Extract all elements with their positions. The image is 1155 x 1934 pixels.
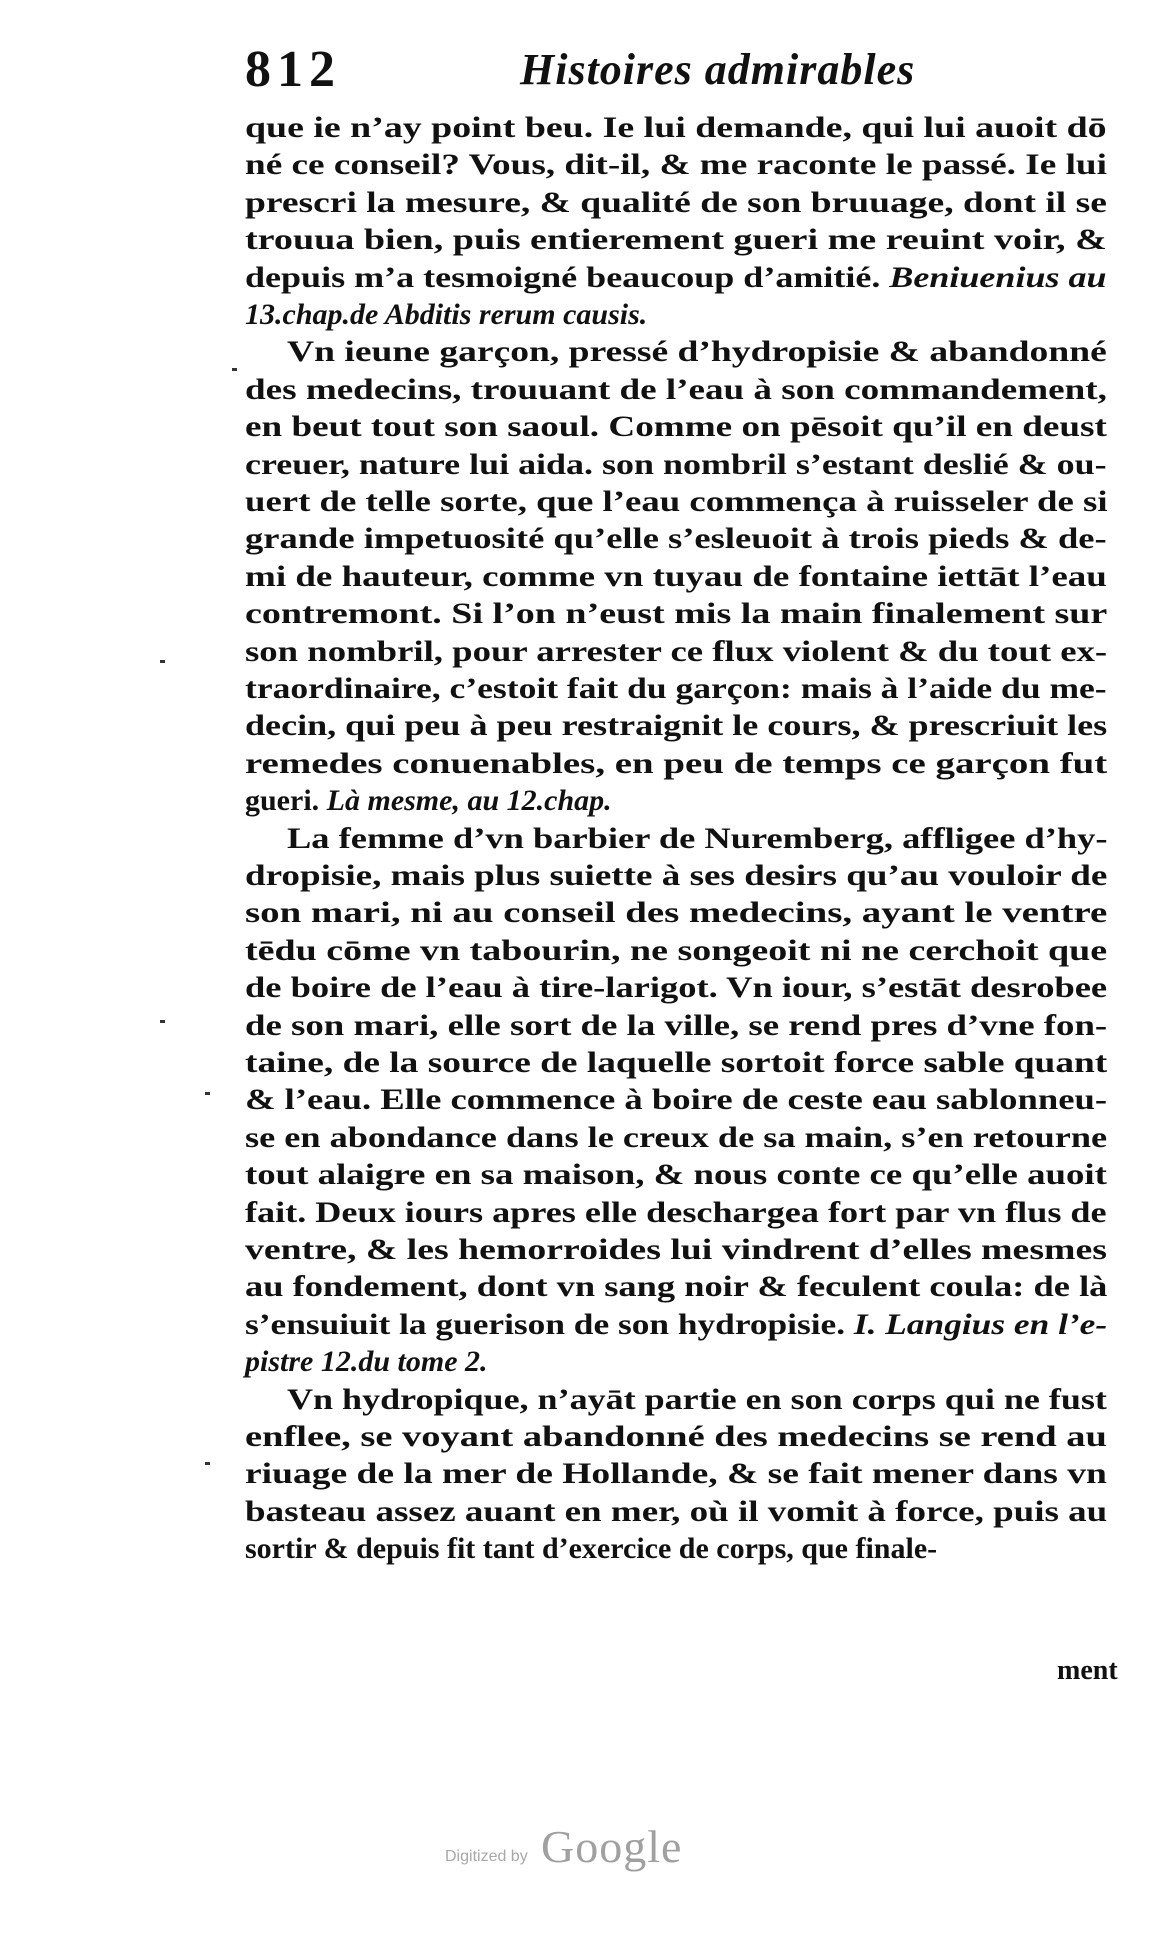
google-logo: Google	[541, 1821, 683, 1872]
text-line: des medecins, trouuant de l’eau à son commandement,	[245, 372, 1107, 406]
text-line: traordinaire, c’estoit fait du garçon: mais à l’aide du me-	[245, 672, 1107, 705]
text-line: trouua bien, puis entierement gueri me reuint voir, &	[245, 223, 1107, 257]
text-line: né ce conseil? Vous, dit-il, & me raconte le passé. Ie lui	[245, 148, 1107, 182]
text-line: au fondement, dont vn sang noir & feculent coula: de là	[245, 1270, 1108, 1304]
text-line: dropisie, mais plus suiette à ses desirs qu’au vouloir de	[245, 859, 1108, 892]
text-line: ventre, & les hemorroides lui vindrent d’elles mesmes	[245, 1233, 1107, 1266]
text-line: que ie n’ay point beu. Ie lui demande, qui lui auoit dō	[245, 111, 1107, 144]
text-line: Vn hydropique, n’ayāt partie en son corps qui ne fust	[287, 1382, 1107, 1416]
text-line: grande impetuosité qu’elle s’esleuoit à trois pieds & de-	[245, 522, 1107, 556]
text-line: 13.chap.de Abditis rerum causis.	[245, 298, 648, 331]
text-line: remedes conuenables, en peu de temps ce garçon fut	[245, 746, 1108, 780]
text-line: tēdu cōme vn tabourin, ne songeoit ni ne cerchoit que	[245, 933, 1108, 967]
text-line: riuage de la mer de Hollande, & se fait mener dans vn	[245, 1457, 1107, 1491]
margin-mark	[205, 1092, 210, 1095]
text-line: uert de telle sorte, que l’eau commença à ruisseler de si	[245, 485, 1108, 518]
text-line: Vn ieune garçon, pressé d’hydropisie & abandonné	[287, 335, 1107, 369]
text-line: sortir & depuis fit tant d’exercice de corps, que finale-	[245, 1532, 938, 1566]
text-line: gueri. Là mesme, au 12.chap.	[245, 784, 612, 818]
text-line: pistre 12.du tome 2.	[245, 1345, 488, 1379]
running-title: Histoires admirables	[520, 45, 916, 94]
text-line: tout alaigre en sa maison, & nous conte ce qu’elle auoit	[245, 1158, 1107, 1192]
text-line: La femme d’vn barbier de Nuremberg, affligee d’hy-	[287, 821, 1108, 855]
running-head	[245, 40, 935, 100]
text-line: basteau assez auant en mer, où il vomit à force, puis au	[245, 1494, 1108, 1528]
margin-mark	[232, 368, 237, 371]
text-line: creuer, nature lui aida. son nombril s’estant deslié & ou-	[245, 447, 1107, 481]
margin-mark	[160, 660, 165, 663]
text-line: de son mari, elle sort de la ville, se rend pres d’vne fon-	[245, 1008, 1108, 1042]
margin-mark	[205, 1462, 210, 1465]
catchword: ment	[1057, 1655, 1118, 1686]
text-line: mi de hauteur, comme vn tuyau de fontaine iettāt l’eau	[245, 559, 1107, 593]
text-line: s’ensuiuit la guerison de son hydropisie. I. Langius en l’e-	[245, 1307, 1108, 1341]
digitized-by-google-watermark	[445, 1820, 745, 1880]
page-number: 812	[245, 41, 341, 98]
text-line: se en abondance dans le creux de sa main, s’en retourne	[245, 1120, 1108, 1154]
margin-mark	[160, 1020, 165, 1023]
watermark-prefix: Digitized by	[445, 1848, 528, 1865]
text-line: depuis m’a tesmoigné beaucoup d’amitié. Beniuenius au	[245, 260, 1107, 294]
text-line: son mari, ni au conseil des medecins, ayant le ventre	[245, 896, 1108, 930]
text-line: enflee, se voyant abandonné des medecins se rend au	[245, 1420, 1107, 1453]
text-line: fait. Deux iours apres elle deschargea fort par vn flus de	[245, 1195, 1107, 1229]
text-line: en beut tout son saoul. Comme on pēsoit qu’il en deust	[245, 410, 1107, 444]
text-line: decin, qui peu à peu restraignit le cours, & prescriuit les	[245, 709, 1108, 743]
text-line: & l’eau. Elle commence à boire de ceste eau sablonneu-	[245, 1083, 1108, 1117]
text-line: son nombril, pour arrester ce flux violent & du tout ex-	[245, 634, 1108, 668]
text-line: prescri la mesure, & qualité de son bruuage, dont il se	[245, 185, 1107, 219]
text-line: contremont. Si l’on n’eust mis la main finalement sur	[245, 597, 1108, 631]
text-line: de boire de l’eau à tire-larigot. Vn iour, s’estāt desrobee	[245, 971, 1108, 1005]
text-line: taine, de la source de laquelle sortoit force sable quant	[245, 1046, 1108, 1079]
